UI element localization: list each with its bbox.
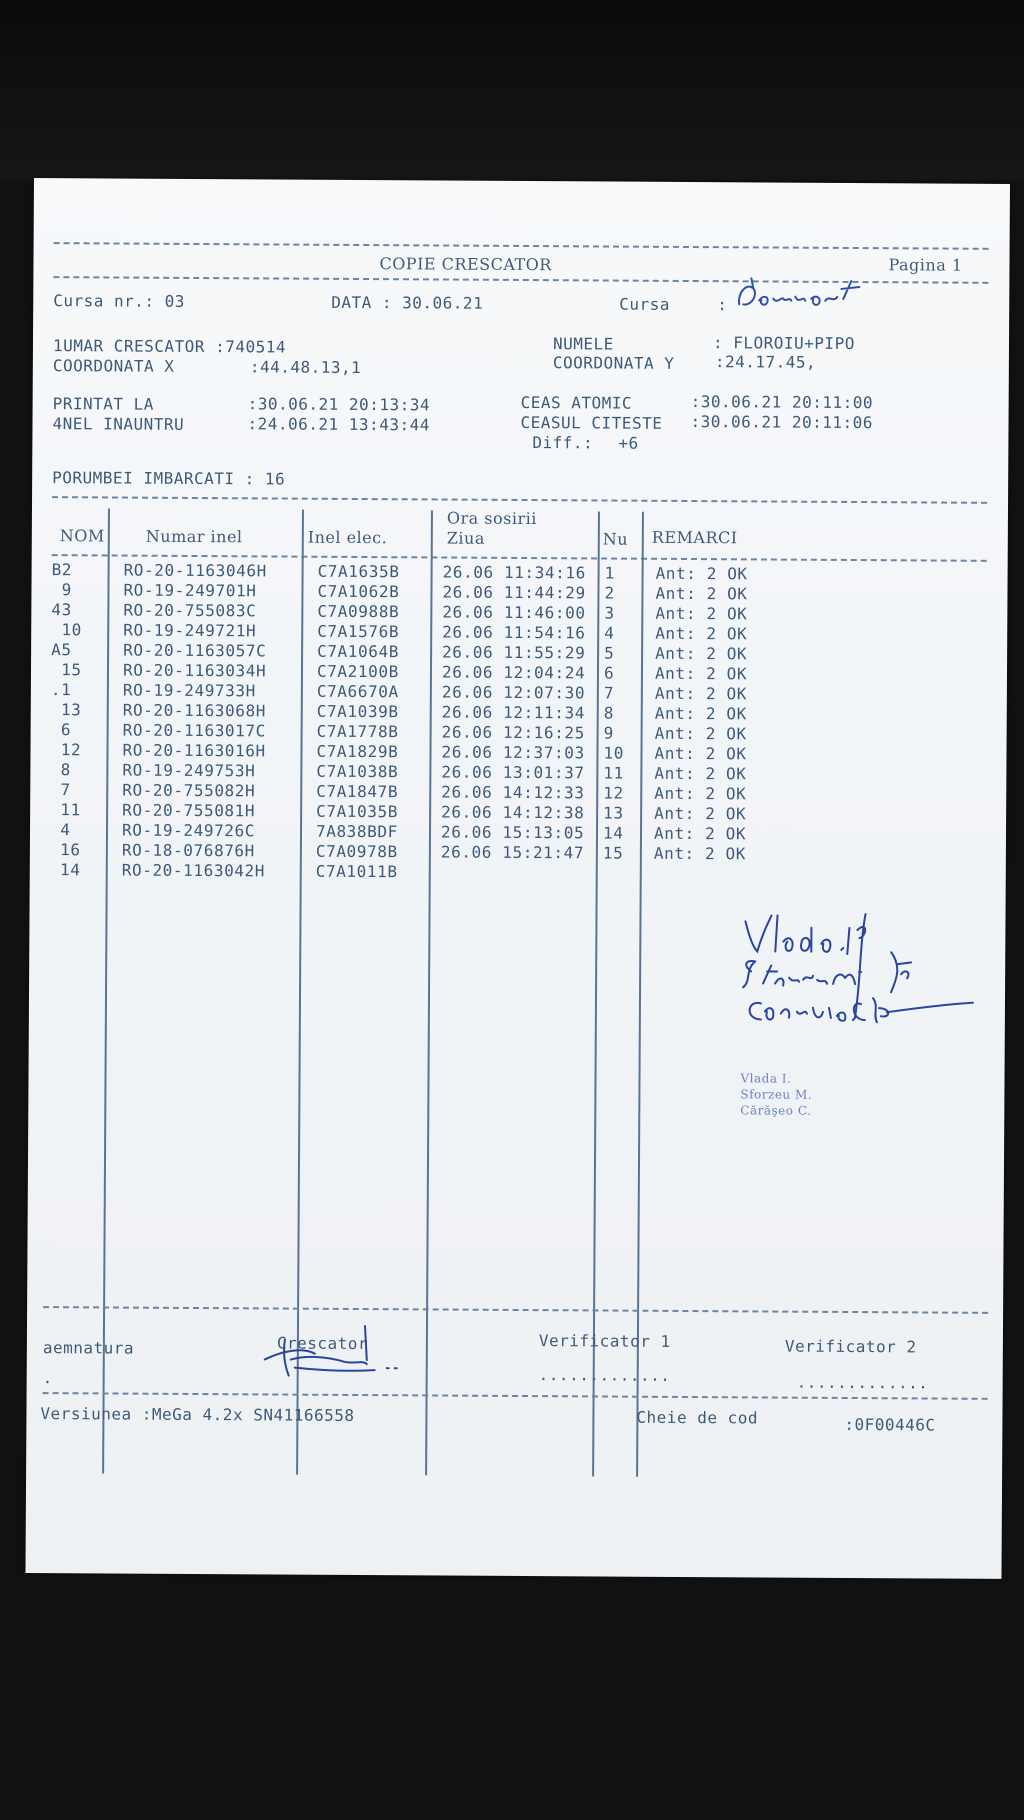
breeder-name-value: : FLOROIU+PIPO xyxy=(712,333,855,354)
cell-nom: 11 xyxy=(50,800,81,820)
col-header-ora: Ora sosirii xyxy=(446,508,537,529)
cell-nom: .1 xyxy=(50,680,72,700)
cell-numar: RO-19-249721H xyxy=(123,620,257,641)
cell-nom: 9 xyxy=(51,580,73,600)
col-header-inel: Inel elec. xyxy=(307,527,388,548)
coord-x-label: COORDONATA X xyxy=(52,356,175,376)
cell-nu: 4 xyxy=(604,623,615,643)
cell-ora: 26.06 11:34:16 xyxy=(442,562,586,583)
cell-numar: RO-20-1163068H xyxy=(122,700,267,721)
divider xyxy=(43,1392,988,1400)
cell-ora: 26.06 11:46:00 xyxy=(442,602,586,623)
cell-remarci: Ant: 2 OK xyxy=(655,623,748,644)
ring-inside-label: 4NEL INAUNTRU xyxy=(52,414,185,434)
col-header-remarci: REMARCI xyxy=(651,527,738,548)
col-header-numar: Numar inel xyxy=(145,526,243,547)
witness-signatures-handwritten xyxy=(741,907,1002,1069)
cell-numar: RO-19-249701H xyxy=(123,580,257,601)
document-title: COPIE CRESCATOR xyxy=(379,254,552,275)
cell-inel: C7A1847B xyxy=(316,781,399,802)
cell-numar: RO-20-1163046H xyxy=(123,560,267,581)
atomic-clock-label: CEAS ATOMIC xyxy=(520,392,633,413)
cell-nu: 1 xyxy=(604,563,615,583)
cell-remarci: Ant: 2 OK xyxy=(654,723,747,744)
breeder-signature-handwritten xyxy=(255,1319,415,1380)
cell-nu: 8 xyxy=(603,703,615,723)
verifier-2-signature-line: ............. xyxy=(796,1372,929,1393)
cell-nu: 12 xyxy=(603,783,624,803)
cell-numar: RO-19-249726C xyxy=(121,820,256,841)
atomic-clock-value: :30.06.21 20:11:00 xyxy=(690,392,874,413)
cell-ora: 26.06 12:07:30 xyxy=(441,682,586,703)
cell-inel: C7A1576B xyxy=(317,621,400,642)
cell-numar: RO-20-1163017C xyxy=(122,720,266,741)
divider xyxy=(52,496,987,504)
diff-value: +6 xyxy=(618,433,639,453)
breeder-name-label: NUMELE xyxy=(552,334,614,354)
race-number: Cursa nr.: 03 xyxy=(53,291,186,311)
printed-receipt xyxy=(25,178,1010,1579)
cell-inel: C7A6670A xyxy=(316,681,399,702)
cell-remarci: Ant: 2 OK xyxy=(655,603,748,624)
cell-ora: 26.06 15:13:05 xyxy=(440,822,585,843)
cell-nom: 16 xyxy=(49,840,81,860)
col-header-ziua: Ziua xyxy=(446,528,485,548)
version-info: Versiunea :MeGa 4.2x SN41166558 xyxy=(40,1404,355,1425)
cell-numar: RO-20-1163057C xyxy=(123,640,267,661)
cell-nu: 11 xyxy=(603,763,624,783)
witness-name-3: Cărăşeo C. xyxy=(740,1103,812,1118)
cell-inel: C7A1035B xyxy=(316,801,399,822)
cell-inel: C7A2100B xyxy=(316,661,399,682)
embarked-count: PORUMBEI IMBARCATI : 16 xyxy=(52,468,286,489)
cell-nu: 2 xyxy=(604,583,615,603)
background xyxy=(0,0,1024,180)
cell-nu: 9 xyxy=(603,723,614,743)
cell-numar: RO-20-755083C xyxy=(123,600,257,621)
cell-nom: 7 xyxy=(50,780,71,800)
cell-ora: 26.06 11:55:29 xyxy=(442,642,586,663)
cell-ora: 26.06 12:04:24 xyxy=(441,662,586,683)
divider xyxy=(43,1306,988,1314)
cell-nom: B2 xyxy=(51,560,73,580)
cell-numar: RO-20-755081H xyxy=(122,800,256,821)
col-header-nu: Nu xyxy=(602,529,629,549)
cell-ora: 26.06 13:01:37 xyxy=(441,762,585,783)
signature-label: aemnatura xyxy=(42,1338,135,1358)
cell-nom: 13 xyxy=(50,700,82,720)
verifier-2-label: Verificator 2 xyxy=(784,1336,917,1357)
cell-remarci: Ant: 2 OK xyxy=(655,563,748,584)
cell-numar: RO-19-249753H xyxy=(122,760,256,781)
cell-inel: C7A1011B xyxy=(315,861,398,882)
witness-name-2: Sforzeu M. xyxy=(740,1087,813,1102)
cell-nu: 7 xyxy=(603,683,615,703)
cell-ora: 26.06 11:54:16 xyxy=(442,622,586,643)
code-key-value: :0F00446C xyxy=(844,1414,936,1435)
cell-inel: C7A1778B xyxy=(316,721,399,742)
cell-nu: 5 xyxy=(604,643,615,663)
cell-remarci: Ant: 2 OK xyxy=(654,683,748,704)
cell-remarci: Ant: 2 OK xyxy=(653,843,747,864)
cell-nu: 14 xyxy=(602,823,624,843)
col-header-nom: NOM xyxy=(59,526,105,546)
cell-nom: 8 xyxy=(50,760,71,780)
cell-remarci: Ant: 2 OK xyxy=(654,703,747,724)
cell-numar: RO-20-755082H xyxy=(122,780,256,801)
printed-at-value: :30.06.21 20:13:34 xyxy=(247,394,431,415)
race-name-separator: : xyxy=(717,295,728,315)
cell-ora: 26.06 12:37:03 xyxy=(441,742,585,763)
cell-remarci: Ant: 2 OK xyxy=(654,663,748,684)
divider xyxy=(54,242,989,250)
cell-nom: A5 xyxy=(51,640,72,660)
cell-numar: RO-20-1163034H xyxy=(122,660,267,681)
cell-remarci: Ant: 2 OK xyxy=(655,643,748,664)
cell-inel: C7A1039B xyxy=(316,701,399,722)
page-number: Pagina 1 xyxy=(888,255,963,275)
cell-remarci: Ant: 2 OK xyxy=(654,763,747,784)
cell-inel: C7A0978B xyxy=(315,841,398,862)
cell-remarci: Ant: 2 OK xyxy=(653,823,747,844)
cell-inel: C7A1829B xyxy=(316,741,399,762)
cell-inel: C7A1064B xyxy=(317,641,400,662)
cell-nu: 10 xyxy=(603,743,625,763)
cell-nom: 12 xyxy=(50,740,82,760)
cell-numar: RO-18-076876H xyxy=(121,840,255,861)
breeder-number: 1UMAR CRESCATOR :740514 xyxy=(52,336,287,357)
clock-reads-label: CEASUL CITESTE xyxy=(520,412,663,433)
race-name-handwritten xyxy=(733,274,883,315)
cell-nom: 15 xyxy=(50,660,82,680)
cell-remarci: Ant: 2 OK xyxy=(654,783,747,804)
cell-nom: 14 xyxy=(49,860,81,880)
cell-ora: 26.06 15:21:47 xyxy=(440,842,585,863)
verifier-1-signature-line: ............. xyxy=(538,1365,671,1385)
cell-inel: C7A1635B xyxy=(317,561,400,582)
coord-x-value: :44.48.13,1 xyxy=(249,357,362,378)
signature-line-left: . xyxy=(42,1368,53,1388)
cell-remarci: Ant: 2 OK xyxy=(655,583,748,604)
cell-remarci: Ant: 2 OK xyxy=(654,743,747,764)
cell-nu: 15 xyxy=(602,843,624,863)
cell-inel: C7A1062B xyxy=(317,581,400,602)
cell-ora: 26.06 11:44:29 xyxy=(442,582,586,603)
breeder-signature-label: Crescator xyxy=(276,1333,369,1354)
witness-name-1: Vlada I. xyxy=(740,1071,792,1086)
cell-ora: 26.06 12:11:34 xyxy=(441,702,586,723)
ring-inside-value: :24.06.21 13:43:44 xyxy=(247,414,430,435)
diff-label: Diff.: xyxy=(532,433,594,453)
cell-ora: 26.06 14:12:38 xyxy=(441,802,585,823)
code-key-label: Cheie de cod xyxy=(636,1407,759,1428)
cell-inel: C7A0988B xyxy=(317,601,400,622)
clock-reads-value: :30.06.21 20:11:06 xyxy=(690,412,873,433)
coord-y-value: :24.17.45, xyxy=(714,352,817,372)
cell-nom: 4 xyxy=(49,820,71,840)
cell-nu: 6 xyxy=(603,663,615,683)
cell-remarci: Ant: 2 OK xyxy=(654,803,747,824)
cell-nom: 6 xyxy=(50,720,72,740)
verifier-1-label: Verificator 1 xyxy=(538,1331,671,1351)
coord-y-label: COORDONATA Y xyxy=(552,353,675,373)
printed-at-label: PRINTAT LA xyxy=(52,394,155,414)
cell-nu: 13 xyxy=(603,803,624,823)
cell-numar: RO-20-1163042H xyxy=(121,860,266,881)
cell-ora: 26.06 14:12:33 xyxy=(441,782,585,803)
cell-numar: RO-20-1163016H xyxy=(122,740,266,761)
race-name-label: Cursa xyxy=(619,294,670,314)
cell-nom: 43 xyxy=(51,600,72,620)
cell-inel: C7A1038B xyxy=(316,761,399,782)
race-date: DATA : 30.06.21 xyxy=(331,292,484,313)
cell-inel: 7A838BDF xyxy=(315,821,398,842)
cell-ora: 26.06 12:16:25 xyxy=(441,722,585,743)
cell-nom: 10 xyxy=(51,620,83,640)
cell-numar: RO-19-249733H xyxy=(122,680,256,701)
cell-nu: 3 xyxy=(604,603,615,623)
